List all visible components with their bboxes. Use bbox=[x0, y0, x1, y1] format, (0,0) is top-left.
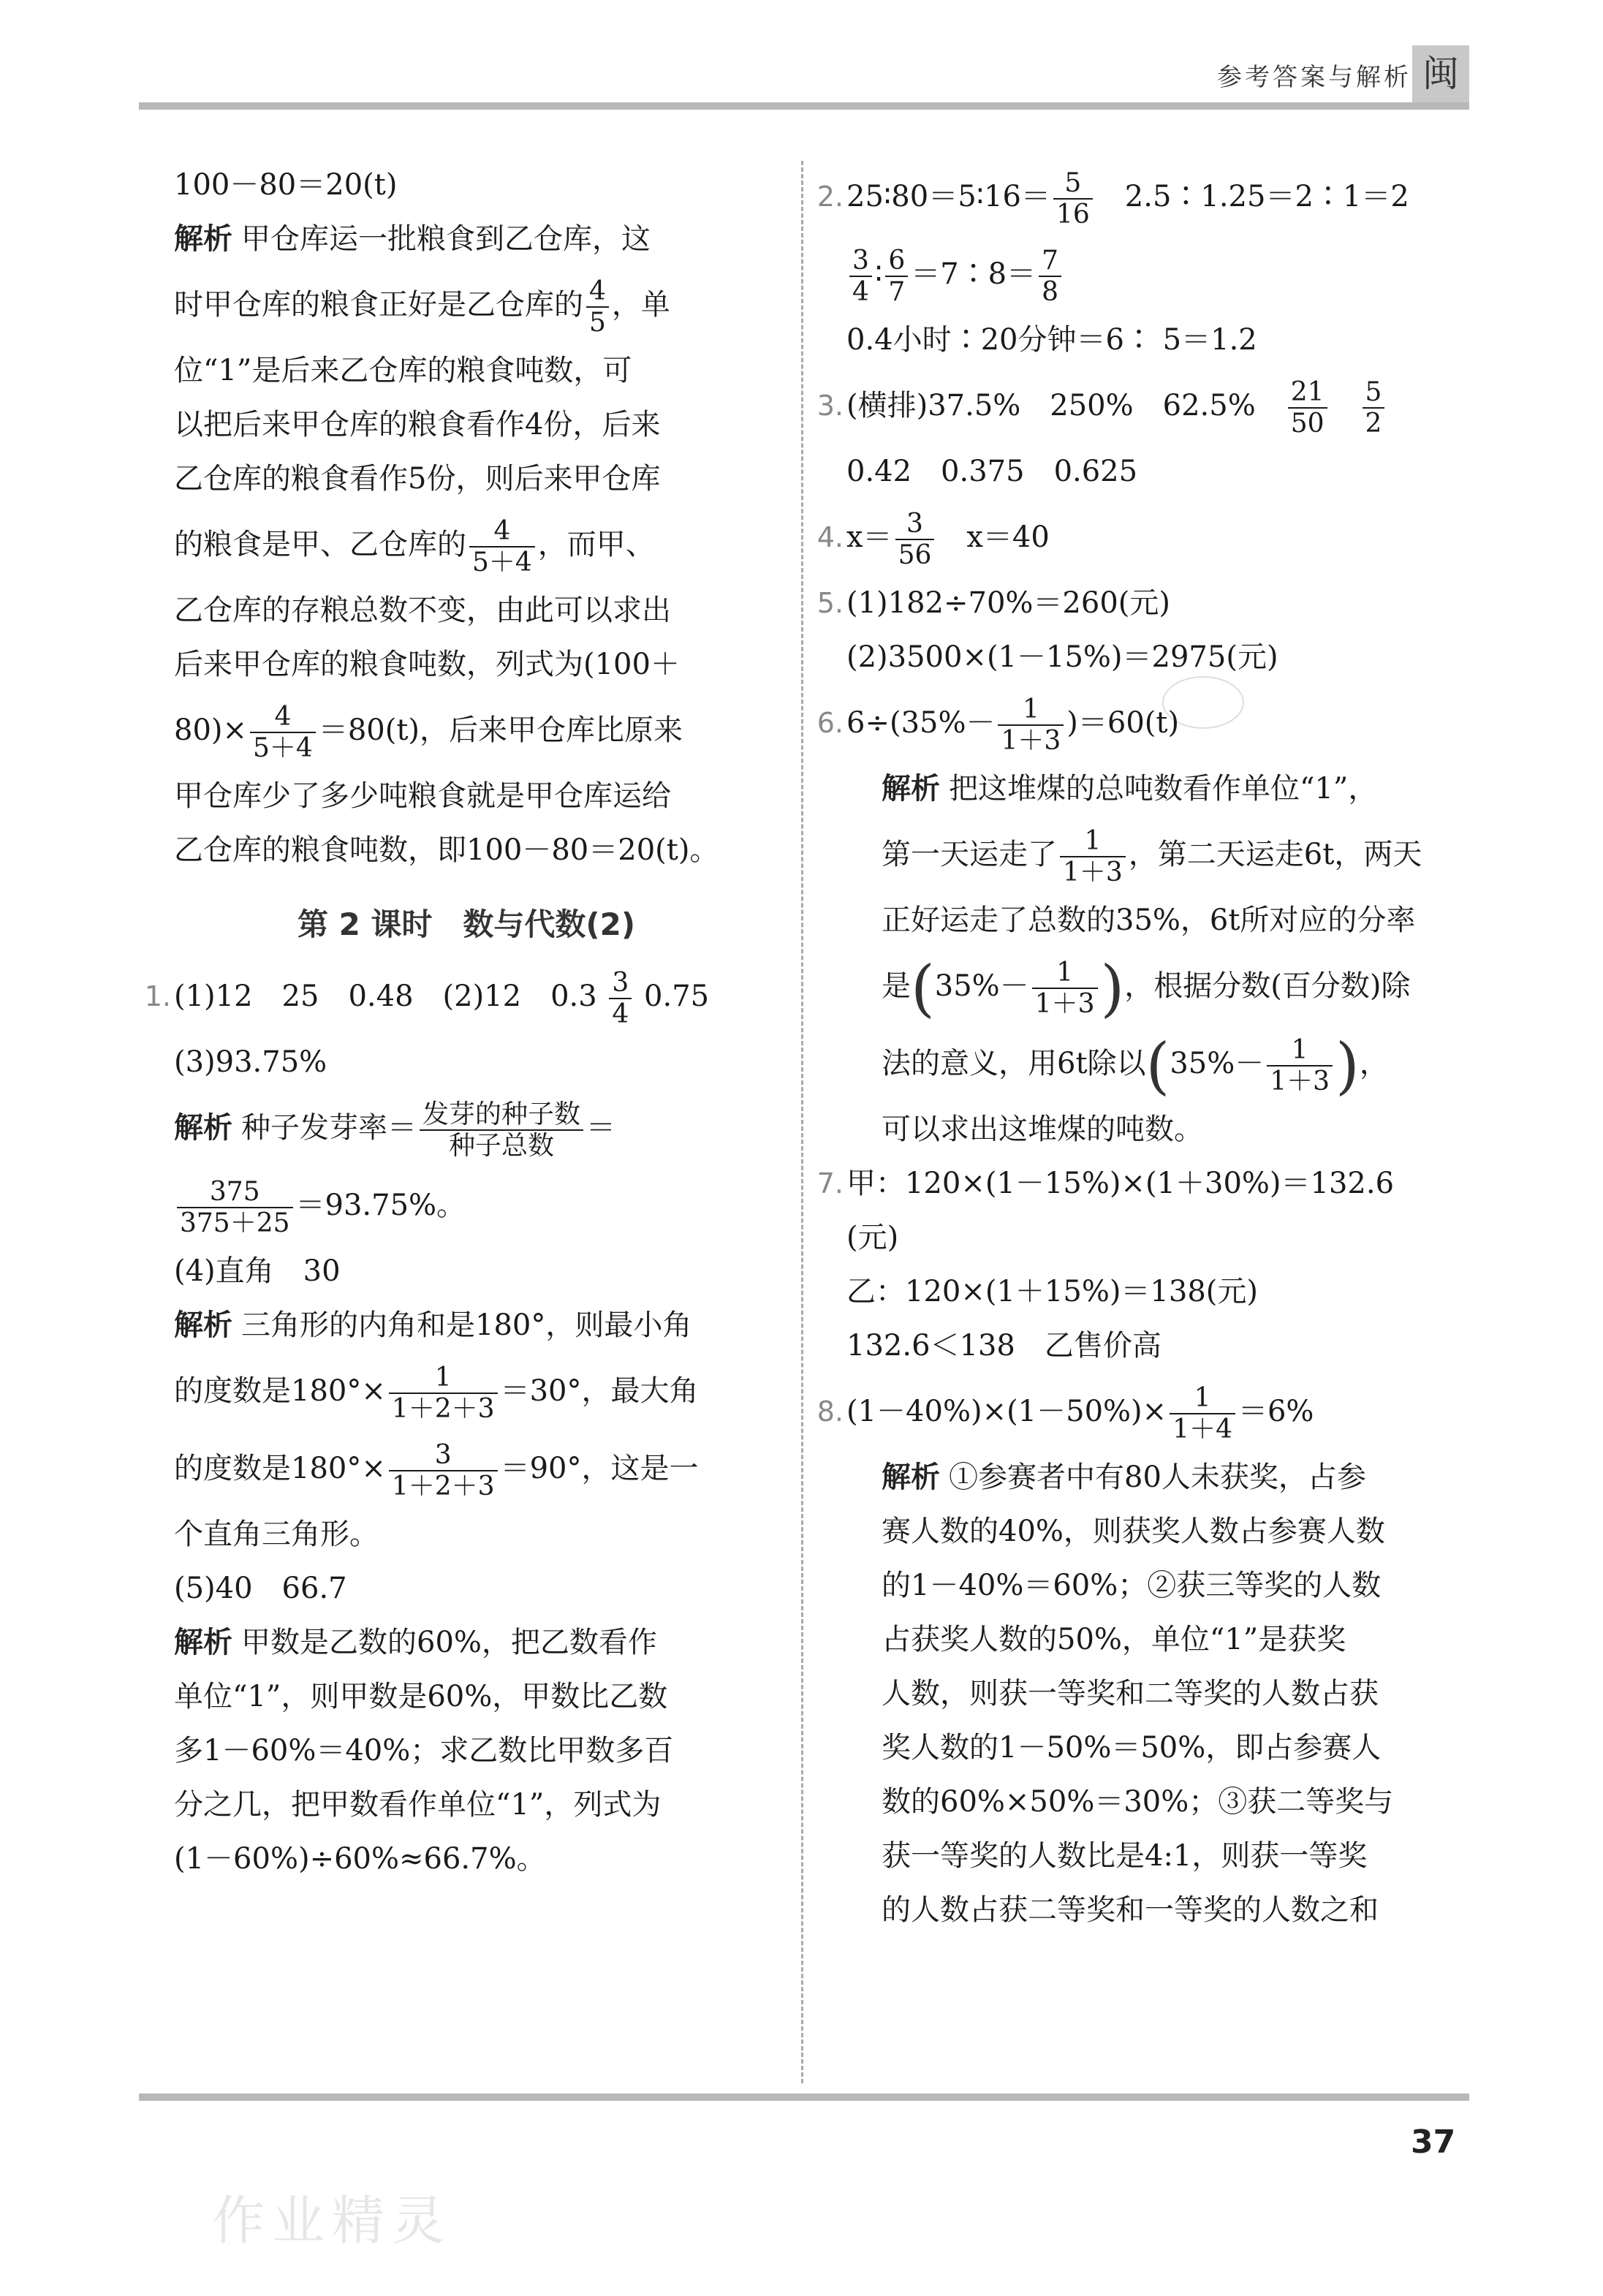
answer-text: (1)182÷70%＝260(元) bbox=[846, 586, 1170, 620]
footer-rule bbox=[139, 2094, 1469, 2101]
answer-text: ＝7∶8＝ bbox=[911, 257, 1037, 291]
analysis-text: 单位“1”，则甲数是60%，甲数比乙数 bbox=[174, 1680, 668, 1713]
analysis-text: 数的60%×50%＝30%；③获二等奖与 bbox=[882, 1785, 1394, 1819]
fraction: $\frac{375}{375+25}$ bbox=[177, 1177, 293, 1239]
analysis-text: 可以求出这堆煤的吨数。 bbox=[882, 1113, 1203, 1146]
answer-text: 0.42 0.375 0.625 bbox=[846, 455, 1138, 488]
answer-text: 25∶80＝5∶16＝ bbox=[846, 180, 1050, 213]
analysis-text: ＝90°，这是一 bbox=[500, 1452, 699, 1485]
right-column bbox=[816, 158, 1475, 1937]
analysis-text: 多1－60%＝40%；求乙数比甲数多百 bbox=[174, 1734, 674, 1768]
answer-text: (横排)37.5% 250% 62.5% bbox=[846, 389, 1256, 423]
fraction: $\frac{3}{4}$ bbox=[609, 968, 632, 1030]
analysis-tag: 解析 bbox=[174, 1308, 232, 1342]
analysis-text: 的度数是180°× bbox=[174, 1452, 386, 1485]
analysis-text: 甲仓库少了多少吨粮食就是甲仓库运给 bbox=[174, 779, 671, 813]
analysis-tag: 解析 bbox=[174, 222, 232, 256]
question-number: 3. bbox=[816, 390, 844, 422]
question-number: 4. bbox=[816, 521, 844, 553]
question-number: 1. bbox=[144, 980, 171, 1012]
question-6 bbox=[816, 684, 1475, 1156]
analysis-text: ＝30°，最大角 bbox=[500, 1374, 699, 1408]
analysis-text: 35%－ bbox=[1170, 1047, 1265, 1080]
analysis-block bbox=[174, 212, 759, 877]
fraction: $\frac{3}{1+2+3}$ bbox=[389, 1440, 498, 1502]
answer-text: (1)12 25 0.48 (2)12 0.3 bbox=[174, 980, 597, 1013]
answer-text: 132.6＜138 乙售价高 bbox=[846, 1329, 1161, 1363]
analysis-text: 的人数占获二等奖和一等奖的人数之和 bbox=[882, 1893, 1379, 1927]
fraction: $\frac{\text{发芽的种子数}}{\text{种子总数}}$ bbox=[420, 1099, 583, 1162]
analysis-text: 奖人数的1－50%＝50%，即占参赛人 bbox=[882, 1731, 1382, 1765]
analysis-text: ＝93.75%。 bbox=[295, 1189, 466, 1222]
fraction: $\frac{1}{1+3}$ bbox=[998, 694, 1064, 757]
analysis-text: 的1－40%＝60%；②获三等奖的人数 bbox=[882, 1569, 1382, 1602]
answer-text: 2.5∶1.25＝2∶1＝2 bbox=[1124, 180, 1409, 213]
bracket-close: ) bbox=[1335, 1030, 1360, 1102]
answer-text: (5)40 66.7 bbox=[174, 1572, 347, 1605]
question-number: 8. bbox=[816, 1395, 844, 1428]
analysis-text: 时甲仓库的粮食正好是乙仓库的 bbox=[174, 288, 583, 322]
fraction: $\frac{5}{16}$ bbox=[1053, 168, 1093, 230]
header-badge: 闽 bbox=[1412, 45, 1469, 102]
left-column bbox=[144, 158, 759, 1886]
answer-text: 0.75 bbox=[644, 980, 710, 1013]
analysis-text: 乙仓库的存粮总数不变，由此可以求出 bbox=[174, 594, 671, 627]
analysis-text: ＝80(t)，后来甲仓库比原来 bbox=[318, 713, 683, 747]
answer-text: x＝40 bbox=[966, 520, 1050, 554]
answer-text: x＝ bbox=[846, 520, 893, 554]
analysis-text: 乙仓库的粮食看作5份，则后来甲仓库 bbox=[174, 462, 661, 496]
analysis-text: 甲仓库运一批粮食到乙仓库，这 bbox=[241, 222, 651, 256]
answer-text: (1－40%)×(1－50%)× bbox=[846, 1395, 1167, 1428]
answer-text: 乙：120×(1＋15%)＝138(元) bbox=[846, 1275, 1258, 1308]
analysis-text: 乙仓库的粮食吨数，即100－80＝20(t)。 bbox=[174, 833, 719, 867]
analysis-text: 占获奖人数的50%，单位“1”是获奖 bbox=[882, 1623, 1346, 1656]
question-2 bbox=[816, 158, 1475, 367]
analysis-tag: 解析 bbox=[174, 1111, 232, 1145]
header-title: 参考答案与解析 bbox=[1217, 63, 1411, 92]
analysis-text: 人数，则获一等奖和二等奖的人数占获 bbox=[882, 1677, 1379, 1710]
analysis-text: 获一等奖的人数比是4:1，则获一等奖 bbox=[882, 1839, 1368, 1873]
fraction: $\frac{7}{8}$ bbox=[1039, 246, 1061, 308]
question-7 bbox=[816, 1156, 1475, 1373]
analysis-text: 是 bbox=[882, 969, 911, 1003]
header-rule bbox=[139, 102, 1469, 110]
analysis-text: 80)× bbox=[174, 713, 248, 747]
question-number: 2. bbox=[816, 181, 844, 213]
question-number: 5. bbox=[816, 587, 844, 619]
analysis-tag: 解析 bbox=[882, 772, 940, 806]
answer-text: 甲：120×(1－15%)×(1＋30%)＝132.6 bbox=[846, 1167, 1395, 1200]
fraction: $\frac{1}{1+3}$ bbox=[1267, 1035, 1333, 1097]
answer-text: ∶ bbox=[874, 257, 883, 291]
answer-text: (3)93.75% bbox=[174, 1045, 327, 1079]
analysis-text: 种子发芽率＝ bbox=[241, 1111, 417, 1145]
fraction: $\frac{1}{1+2+3}$ bbox=[389, 1363, 498, 1425]
fraction: $\frac{4}{5+4}$ bbox=[250, 702, 316, 764]
analysis-text: 分之几，把甲数看作单位“1”，列式为 bbox=[174, 1788, 662, 1822]
analysis-tag: 解析 bbox=[882, 1460, 940, 1494]
fraction: $\frac{1}{1+3}$ bbox=[1060, 826, 1126, 888]
question-number: 6. bbox=[816, 707, 844, 739]
analysis-text: 赛人数的40%，则获奖人数占参赛人数 bbox=[882, 1515, 1385, 1548]
fraction: $\frac{3}{56}$ bbox=[895, 509, 935, 571]
question-3 bbox=[816, 367, 1475, 499]
fraction: $\frac{21}{50}$ bbox=[1288, 377, 1327, 439]
answer-text: (2)3500×(1－15%)＝2975(元) bbox=[846, 640, 1278, 674]
fraction: $\frac{3}{4}$ bbox=[849, 246, 872, 308]
question-4 bbox=[816, 499, 1475, 576]
analysis-text: 35%－ bbox=[934, 969, 1029, 1003]
answer-text: 6÷(35%－ bbox=[846, 706, 996, 740]
page-number: 37 bbox=[1411, 2123, 1456, 2161]
analysis-text: ，单 bbox=[611, 288, 670, 322]
watermark: 作业精灵 bbox=[212, 2190, 452, 2251]
section-title: 第 2 课时 数与代数(2) bbox=[297, 906, 636, 942]
bracket-close: ) bbox=[1100, 952, 1125, 1024]
answer-text: ＝6% bbox=[1238, 1395, 1314, 1428]
analysis-text: 正好运走了总数的35%，6t所对应的分率 bbox=[882, 903, 1416, 937]
answer-text: )＝60(t) bbox=[1066, 706, 1180, 740]
fraction: $\frac{6}{7}$ bbox=[885, 246, 908, 308]
analysis-text: ， bbox=[1359, 1047, 1389, 1080]
analysis-text: ＝ bbox=[586, 1111, 616, 1145]
analysis-text: 的度数是180°× bbox=[174, 1374, 386, 1408]
answer-line: 100－80＝20(t) bbox=[174, 168, 398, 202]
analysis-text: 位“1”是后来乙仓库的粮食吨数，可 bbox=[174, 354, 632, 387]
analysis-text: 第一天运走了 bbox=[882, 838, 1057, 871]
answer-text: (元) bbox=[846, 1221, 899, 1254]
analysis-text: 三角形的内角和是180°，则最小角 bbox=[241, 1308, 692, 1342]
question-1 bbox=[144, 958, 759, 1886]
analysis-text: (1－60%)÷60%≈66.7%。 bbox=[174, 1842, 546, 1876]
fraction: $\frac{5}{2}$ bbox=[1363, 377, 1385, 439]
fraction: $\frac{4}{5}$ bbox=[586, 276, 609, 338]
analysis-text: 以把后来甲仓库的粮食看作4份，后来 bbox=[174, 408, 661, 442]
fraction: $\frac{1}{1+4}$ bbox=[1170, 1383, 1235, 1445]
bracket-open: ( bbox=[1145, 1030, 1170, 1102]
analysis-text: 后来甲仓库的粮食吨数，列式为(100＋ bbox=[174, 648, 680, 681]
analysis-text: 法的意义，用6t除以 bbox=[882, 1047, 1146, 1080]
analysis-text: ，根据分数(百分数)除 bbox=[1124, 969, 1411, 1003]
fraction: $\frac{4}{5+4}$ bbox=[469, 516, 535, 578]
analysis-text: ，第二天运走6t，两天 bbox=[1128, 838, 1422, 871]
analysis-text: ，而甲、 bbox=[537, 528, 655, 561]
analysis-text: 把这堆煤的总吨数看作单位“1”， bbox=[949, 772, 1378, 806]
question-8 bbox=[816, 1373, 1475, 1937]
analysis-tag: 解析 bbox=[174, 1626, 232, 1659]
analysis-text: ①参赛者中有80人未获奖，占参 bbox=[949, 1460, 1366, 1494]
answer-text: (4)直角 30 bbox=[174, 1254, 341, 1288]
analysis-text: 甲数是乙数的60%，把乙数看作 bbox=[241, 1626, 657, 1659]
answer-text: 0.4小时∶20分钟＝6∶ 5＝1.2 bbox=[846, 323, 1257, 357]
bracket-open: ( bbox=[911, 952, 935, 1024]
analysis-text: 的粮食是甲、乙仓库的 bbox=[174, 528, 466, 561]
column-divider bbox=[801, 161, 803, 2083]
question-number: 7. bbox=[816, 1167, 844, 1200]
analysis-text: 个直角三角形。 bbox=[174, 1518, 379, 1551]
fraction: $\frac{1}{1+3}$ bbox=[1032, 958, 1098, 1020]
question-5 bbox=[816, 576, 1475, 684]
